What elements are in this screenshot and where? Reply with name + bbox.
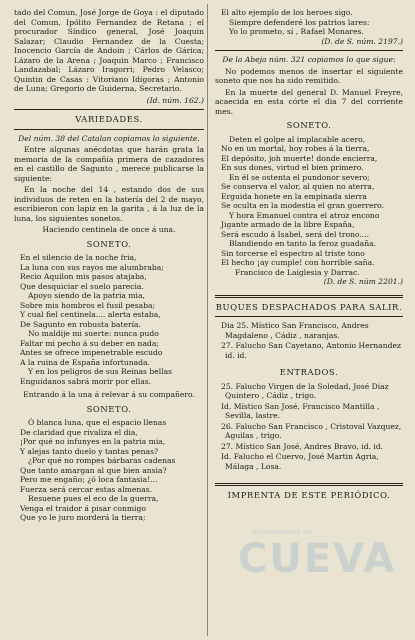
poem-line: Blandiendo en tanto la feroz guadaña. [229, 239, 377, 248]
poem-line: En el silencio de la noche fria, [20, 253, 137, 262]
poem-line: El depósito, joh muerte! donde encierra, [221, 153, 378, 163]
poem-intro-line: Haciendo centinela de once á una. [42, 225, 176, 234]
poem-heading: SONETO. [286, 120, 332, 130]
poem-line: Jigante armado de la libre España, [221, 220, 355, 229]
poem-line: Enguidanos sabrá morir por ellas. [20, 376, 152, 386]
left-column [14, 8, 204, 523]
poem-line: Que desquiciar el suelo parecia. [20, 281, 144, 291]
poem-freyre-sonnet [215, 135, 403, 268]
poem-line: Antes se ofrece impenetrable escudo [20, 348, 163, 357]
poem-line: ¿Por qué no rompes bárbaras cadenas [28, 456, 176, 465]
poem-line: Sobre mis hombros el fusil pesaba; [20, 300, 156, 310]
poem-line: Que yo le juro morderá la tierra; [20, 513, 146, 522]
poem-line: Faltar mi pecho á su deber en nada; [20, 338, 159, 348]
source-note: De la Abeja núm. 321 copiamos lo que sigue: [222, 55, 396, 64]
poem-line: Pero me engaño; ¿ó loca fantasia!... [20, 475, 158, 484]
poem-line: El hecho ¡ay cumple! con horrible saña. [221, 258, 375, 267]
poem-line: Siempre defenderé los patrios lares: [229, 17, 370, 27]
poem-line: Será escudo á Isabel, será del trono.... [221, 229, 370, 239]
section-heading-buques: BUQUES DESPACHADOS PARA SALIR. [215, 301, 403, 312]
right-column [215, 8, 403, 505]
poem-intro-line: Entrando á la una á relevar á su compañero. [23, 390, 195, 399]
section-heading-entrados: ENTRADOS. [279, 367, 339, 377]
poem-line: Recio Aquilon mis pasos atajaba, [20, 272, 147, 281]
ship-entry: 27. Místico San José, Andres Bravo, id. id. [221, 441, 384, 451]
section-divider [215, 295, 403, 298]
poem-line: Se conserva el valor, al quien no aterra, [221, 182, 375, 191]
section-divider [215, 50, 403, 51]
poem-line: En él se ostenta el pundonor severo; [229, 172, 370, 182]
poem-line: Yo lo prometo, sí , Rafael Monares. [229, 27, 364, 36]
poem-line: Y hora Emanuel contra el atroz encono [229, 210, 380, 220]
poem-author: Francisco de Laiglesia y Darrac. [235, 267, 360, 277]
poem-line: En sus dones, virtud el bien primero. [221, 163, 364, 172]
poem-line: La luna con sus rayos me alumbraba; [20, 262, 164, 272]
poem-first-sonnet [14, 253, 204, 386]
archive-watermark: CUEVA [238, 536, 397, 582]
poem-line: Y alejas tanto duelo y tantas penas? [20, 446, 159, 456]
printer-imprint: IMPRENTA DE ESTE PERIÓDICO. [227, 490, 391, 500]
poem-line: De claridad que rivaliza el dia, [20, 427, 138, 437]
body-paragraph: En la noche del 14 , estando dos de sus individuos de reten en la batería del 2 de mayo, escribieron con lapiz en la garita , á la luz de la luna, los siguientes sonetos. [14, 185, 204, 223]
section-divider [14, 129, 204, 130]
poem-line: Sin torcerse el espectro al triste tono [221, 248, 365, 258]
poem-line: Y cual fiel centinela.... alerta estaba, [20, 310, 161, 319]
poem-line: Venga el traidor á pisar conmigo [20, 503, 146, 513]
poem-line: Fuerza será cercar estas almenas. [20, 484, 153, 494]
body-paragraph: No podemos menos de insertar el siguiente soneto que nos ha sido remitido. [215, 66, 403, 85]
ship-entry: 26. Falucho San Francisco , Cristoval Vazquez, Aguilas , trigo. [221, 421, 402, 440]
poem-line: A la ruina de España infortunada. [20, 357, 150, 367]
poem-line: De Sagunto en robusta batería. [20, 319, 141, 329]
ship-entry: 25. Falucho Virgen de la Soledad, José Diaz Quintero , Cádiz , trigo. [221, 381, 389, 400]
ship-entry: Id. Místico San José, Francisco Mantilla , Sevilla, lastre. [221, 401, 380, 420]
poem-line: Deten el golpe al implacable acero, [229, 134, 366, 144]
ship-entry: 27. Falucho San Cayetano, Antonio Hernandez id. id. [221, 341, 401, 360]
poem-second-sonnet [14, 418, 204, 523]
column-rule [207, 4, 208, 636]
poem-line: Que tanto amargan al que bien ansia? [20, 465, 167, 475]
source-signature: (D. de S. núm 2201.) [323, 277, 403, 286]
section-heading-variedades: VARIEDADES. [75, 114, 143, 124]
poem-heading: SONETO. [86, 403, 132, 414]
poem-line: ¡Por qué no infunyes en la patria mia, [20, 437, 166, 446]
source-signature: (D. de S. núm. 2197.) [321, 36, 403, 46]
poem-line: Y en los peligros de sus Reinas bellas [28, 367, 172, 376]
ship-entry: Id. Falucho el Cuervo, José Martin Agria, Málaga , Losa. [221, 452, 379, 471]
poem-heading: SONETO. [86, 238, 132, 249]
section-divider [215, 316, 403, 317]
source-signature: (Id. núm. 162.) [146, 95, 204, 105]
section-divider [215, 483, 403, 486]
poem-line: Apoyo siendo de la patria mia, [28, 291, 145, 300]
poem-line: No en un mortal, hoy robes á la tierra, [221, 144, 370, 153]
poem-line: Erguida honete en la empinada sierra [221, 191, 367, 201]
poem-line: No maldije mi suerte: nunca pudo [28, 329, 159, 338]
poem-line: Ó blanca luna, que el espacio llenas [28, 418, 167, 427]
poem-line: El alto ejemplo de los heroes sigo. [221, 8, 353, 17]
poem-line: Se oculta en la modestia el gran guerrero. [221, 201, 385, 210]
archive-watermark-caption: Ayuntamiento de [252, 528, 312, 536]
section-divider [14, 109, 204, 110]
poem-line: Resuene pues el eco de la guerra, [28, 494, 159, 503]
council-members-paragraph: tado del Comun, José Jorge de Goya : el diputado del Comun, Ipólito Fernandez de Retana ; el procurador Síndico general, José Joaquin Salazar; Claudio Fernandez de la Cuesta; Inocencio García de Andoin ; Cárlos de Gárica; Lázaro de la Arena ; Joaquin Marco ; Francisco Landazabal; Lázaro Iragorri; Pedro Velasco; Quintin de Casas : Vitoriano Idígoras ; Antonio de Luna; Gregorio de Guiderna, Secretario. [14, 8, 204, 93]
ship-entry: Dia 25. Místico San Francisco, Andres Magdaleno , Cádiz , naranjas. [221, 321, 369, 340]
body-paragraph: En la muerte del general D. Manuel Freyre, acaecida en esta córte el dia 7 del corriente mes. [215, 87, 403, 116]
body-paragraph: Entre algunas anécdotas que harán grata la memoria de la compañía primera de cazadores en el castillo de Sagunto , merece publicarse la siguiente: [14, 145, 204, 183]
source-note: Del núm. 38 del Catalan copiamos lo siguiente. [18, 133, 200, 143]
